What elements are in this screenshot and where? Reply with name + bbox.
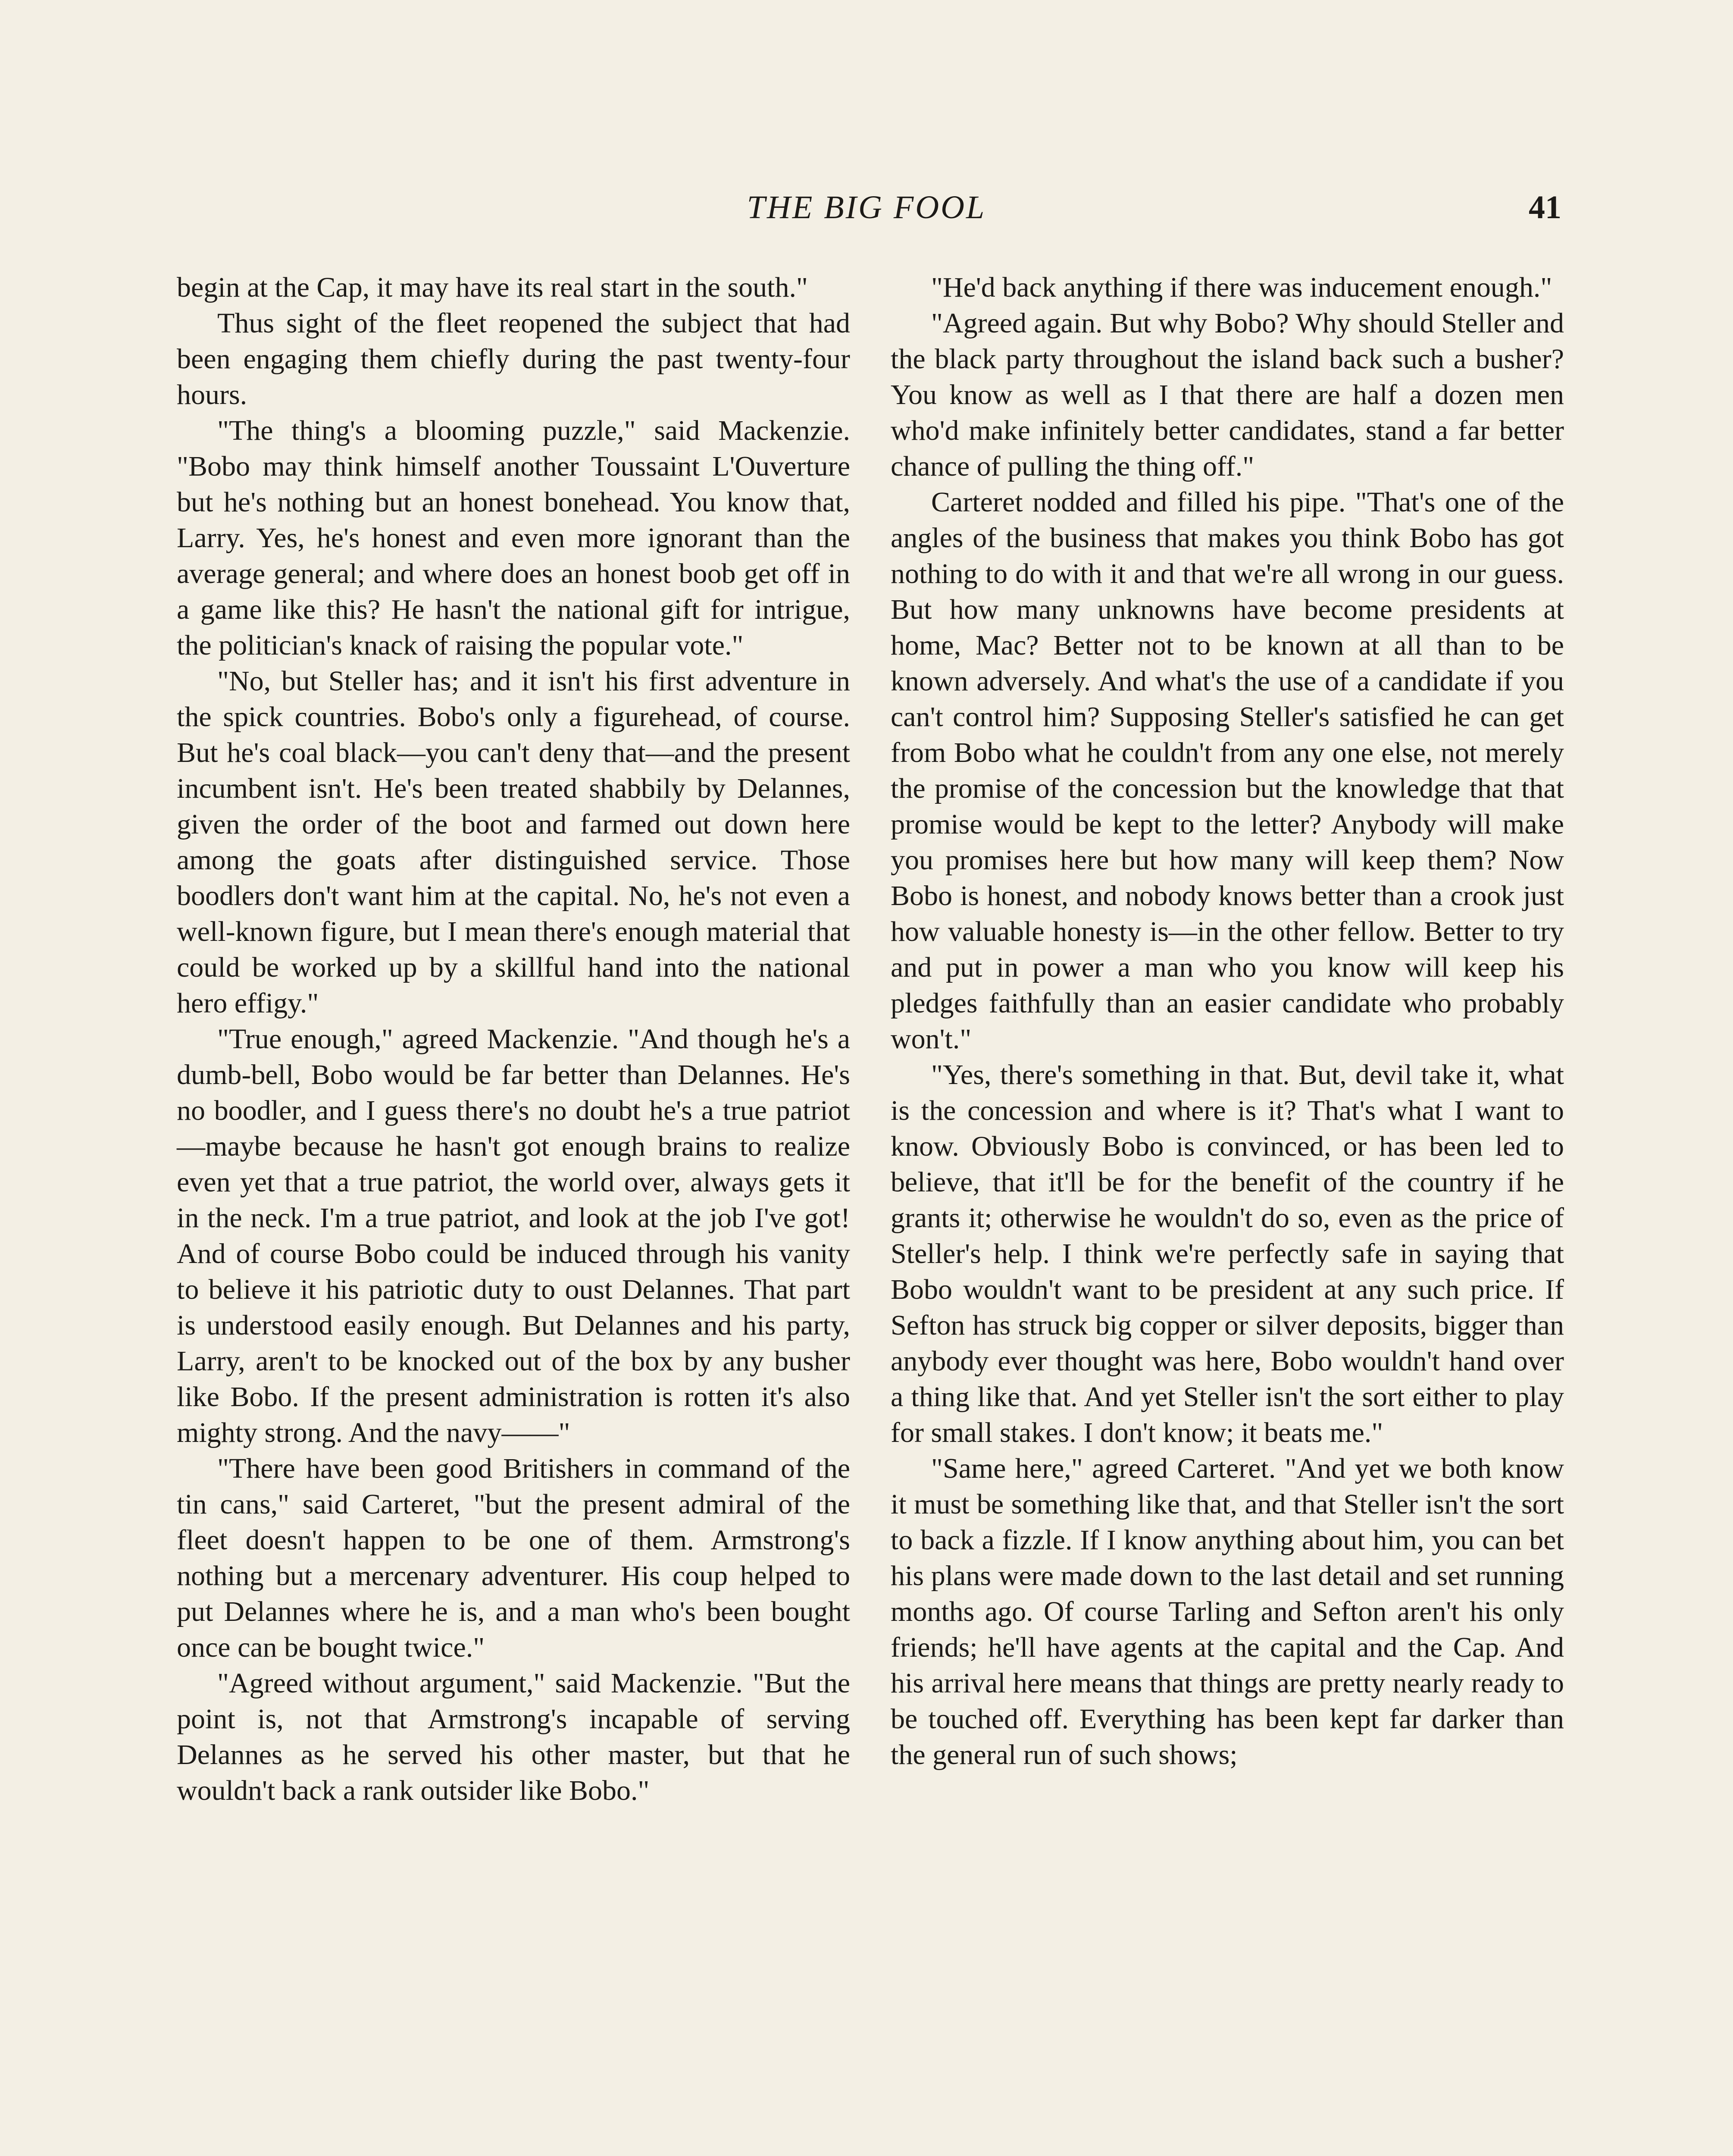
paragraph: "No, but Steller has; and it isn't his first adventure in the spick countries. Bobo's only a figurehead, of course. But he's coal black—you can't deny that—and the present incumbent isn't. He's been treated shabbily by Delannes, given the order of the boot and farmed out down here among the goats after distinguished service. Those boodlers don't want him at the capital. No, he's not even a well-known figure, but I mean there's enough material that could be worked up by a skillful hand into the national hero effigy."	[177, 665, 850, 1019]
running-title: THE BIG FOOL	[747, 189, 986, 226]
left-column	[177, 270, 850, 1808]
paragraph: "Yes, there's something in that. But, devil take it, what is the concession and where is it? That's what I want to know. Obviously Bobo is convinced, or has been led to believe, that it'll be for the benefit of the country if he grants it; otherwise he wouldn't do so, even as the price of Steller's help. I think we're perfectly safe in saying that Bobo wouldn't want to be president at any such price. If Sefton has struck big copper or silver deposits, bigger than anybody ever thought was here, Bobo wouldn't hand over a thing like that. And yet Steller isn't the sort either to play for small stakes. I don't know; it beats me."	[891, 1059, 1564, 1448]
paragraph: "Agreed again. But why Bobo? Why should Steller and the black party throughout the island back such a busher? You know as well as I that there are half a dozen men who'd make infinitely better candidates, stand a far better chance of pulling the thing off."	[891, 307, 1564, 482]
page-number: 41	[1529, 189, 1561, 226]
paragraph: "The thing's a blooming puzzle," said Mackenzie. "Bobo may think himself another Toussaint L'Ouverture but he's nothing but an honest bonehead. You know that, Larry. Yes, he's honest and even more ignorant than the average general; and where does an honest boob get off in a game like this? He hasn't the national gift for intrigue, the politician's knack of raising the popular vote."	[177, 415, 850, 661]
right-column	[891, 270, 1564, 1773]
paragraph: "He'd back anything if there was inducement enough."	[931, 272, 1552, 303]
paragraph: "Agreed without argument," said Mackenzie. "But the point is, not that Armstrong's incapable of serving Delannes as he served his other master, but that he wouldn't back a rank outsider like Bobo."	[177, 1667, 850, 1806]
page-header	[0, 189, 1733, 241]
paragraph: Thus sight of the fleet reopened the subject that had been engaging them chiefly during the past twenty-four hours.	[177, 307, 850, 411]
paragraph: Carteret nodded and filled his pipe. "That's one of the angles of the business that makes you think Bobo has got nothing to do with it and that we're all wrong in our guess. But how many unknowns have become presidents at home, Mac? Better not to be known at all than to be known adversely. And what's the use of a candidate if you can't control him? Supposing Steller's satisfied he can get from Bobo what he couldn't from any one else, not merely the promise of the concession but the knowledge that that promise would be kept to the letter? Anybody will make you promises here but how many will keep them? Now Bobo is honest, and nobody knows better than a crook just how valuable honesty is—in the other fellow. Better to try and put in power a man who you know will keep his pledges faithfully than an easier candidate who probably won't."	[891, 486, 1564, 1055]
paragraph: begin at the Cap, it may have its real start in the south."	[177, 272, 808, 303]
paragraph: "True enough," agreed Mackenzie. "And though he's a dumb-bell, Bobo would be far better than Delannes. He's no boodler, and I guess there's no doubt he's a true patriot —maybe because he hasn't got enough brains to realize even yet that a true patriot, the world over, always gets it in the neck. I'm a true patriot, and look at the job I've got! And of course Bobo could be induced through his vanity to believe it his patriotic duty to oust Delannes. That part is understood easily enough. But Delannes and his party, Larry, aren't to be knocked out of the box by any busher like Bobo. If the present administration is rotten it's also mighty strong. And the navy——"	[177, 1023, 850, 1448]
paragraph: "Same here," agreed Carteret. "And yet we both know it must be something like that, and that Steller isn't the sort to back a fizzle. If I know anything about him, you can bet his plans were made down to the last detail and set running months ago. Of course Tarling and Sefton aren't his only friends; he'll have agents at the capital and the Cap. And his arrival here means that things are pretty nearly ready to be touched off. Everything has been kept far darker than the general run of such shows;	[891, 1453, 1564, 1771]
paragraph: "There have been good Britishers in command of the tin cans," said Carteret, "but the present admiral of the fleet doesn't happen to be one of them. Armstrong's nothing but a mercenary adventurer. His coup helped to put Delannes where he is, and a man who's been bought once can be bought twice."	[177, 1453, 850, 1663]
